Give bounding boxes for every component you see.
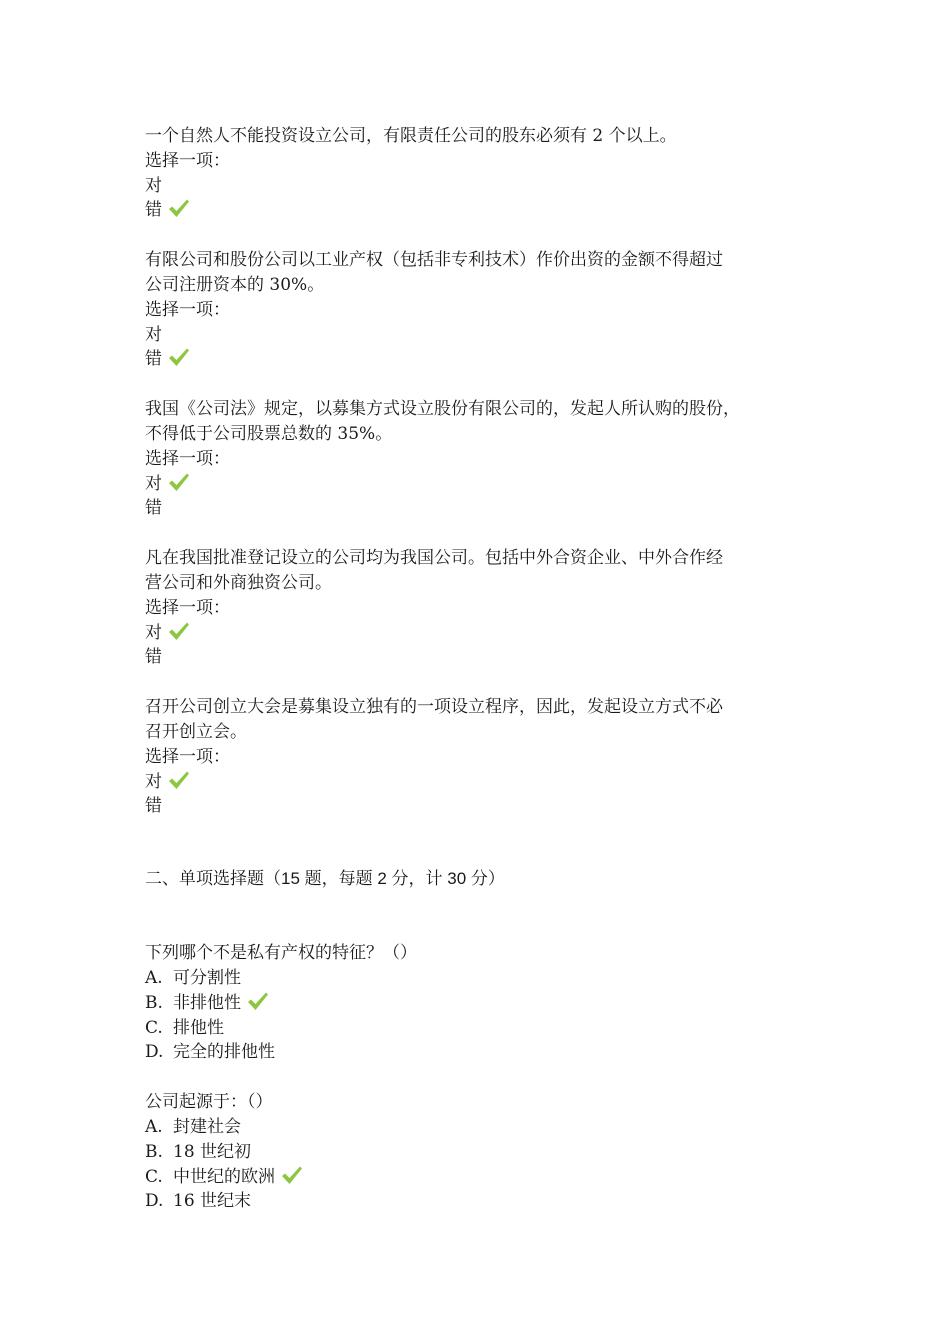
checkmark-icon bbox=[168, 621, 190, 641]
mc-question-1 bbox=[145, 941, 815, 1065]
tf-question-2 bbox=[145, 248, 815, 372]
option-c: C. 排他性 bbox=[145, 1017, 224, 1038]
option-c: C. 中世纪的欧洲 bbox=[145, 1165, 815, 1190]
checkmark-icon bbox=[168, 770, 190, 790]
question-text: 下列哪个不是私有产权的特征？（） bbox=[145, 943, 417, 964]
option-prompt: 选择一项： bbox=[145, 597, 230, 618]
question-text-cont: 不得低于公司股票总数的 35%。 bbox=[145, 423, 393, 444]
checkmark-icon bbox=[247, 991, 269, 1011]
option-b: B. 18 世纪初 bbox=[145, 1141, 252, 1162]
question-text-cont: 召开创立会。 bbox=[145, 721, 247, 742]
option-true: 对 bbox=[145, 324, 162, 345]
option-b: B. 非排他性 bbox=[145, 991, 815, 1016]
option-true: 对 bbox=[145, 621, 815, 646]
option-false: 错 bbox=[145, 198, 815, 223]
section-heading: 二、单项选择题（15 题，每题 2 分，计 30 分） bbox=[145, 869, 505, 889]
option-prompt: 选择一项： bbox=[145, 746, 230, 767]
question-text: 公司起源于：（） bbox=[145, 1092, 273, 1113]
question-text-cont: 营公司和外商独资公司。 bbox=[145, 572, 332, 593]
question-text: 凡在我国批准登记设立的公司均为我国公司。包括中外合资企业、中外合作经 bbox=[145, 548, 723, 569]
option-false: 错 bbox=[145, 347, 815, 372]
tf-question-1 bbox=[145, 124, 815, 223]
question-text: 一个自然人不能投资设立公司，有限责任公司的股东必须有 2 个以上。 bbox=[145, 126, 677, 146]
tf-question-5 bbox=[145, 695, 815, 819]
option-prompt: 选择一项： bbox=[145, 150, 230, 171]
option-true: 对 bbox=[145, 175, 162, 196]
option-false: 错 bbox=[145, 647, 162, 668]
checkmark-icon bbox=[281, 1165, 303, 1185]
option-d: D. 完全的排他性 bbox=[145, 1042, 275, 1063]
mc-question-2 bbox=[145, 1090, 815, 1214]
question-text: 我国《公司法》规定，以募集方式设立股份有限公司的，发起人所认购的股份， bbox=[145, 399, 740, 420]
tf-question-3 bbox=[145, 397, 815, 521]
question-text: 有限公司和股份公司以工业产权（包括非专利技术）作价出资的金额不得超过 bbox=[145, 250, 723, 271]
option-true: 对 bbox=[145, 472, 815, 497]
checkmark-icon bbox=[168, 472, 190, 492]
option-prompt: 选择一项： bbox=[145, 299, 230, 320]
option-true: 对 bbox=[145, 770, 815, 795]
question-text-cont: 公司注册资本的 30%。 bbox=[145, 274, 325, 295]
option-a: A. 可分割性 bbox=[145, 967, 241, 988]
question-text: 召开公司创立大会是募集设立独有的一项设立程序，因此，发起设立方式不必 bbox=[145, 697, 723, 718]
option-false: 错 bbox=[145, 796, 162, 817]
document-page bbox=[145, 124, 815, 1239]
option-a: A. 封建社会 bbox=[145, 1116, 241, 1137]
option-prompt: 选择一项： bbox=[145, 448, 230, 469]
option-false: 错 bbox=[145, 498, 162, 519]
checkmark-icon bbox=[168, 198, 190, 218]
tf-question-4 bbox=[145, 546, 815, 670]
checkmark-icon bbox=[168, 347, 190, 367]
option-d: D. 16 世纪末 bbox=[145, 1191, 252, 1212]
